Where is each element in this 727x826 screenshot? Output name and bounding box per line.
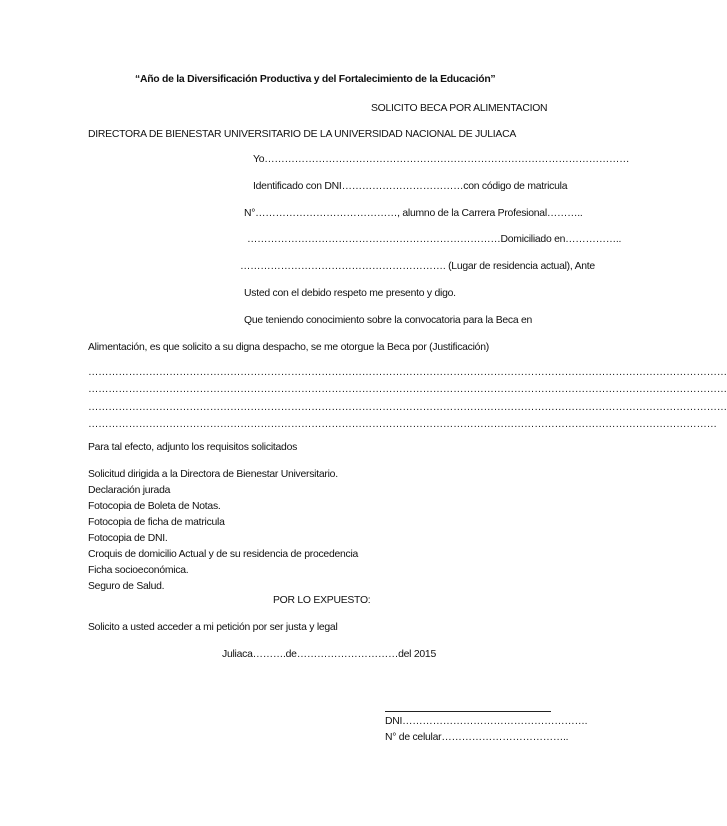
requirement-item: Fotocopia de DNI. <box>88 533 168 544</box>
requirement-item: Declaración jurada <box>88 485 171 496</box>
subject-line: SOLICITO BECA POR ALIMENTACION <box>371 103 548 114</box>
intro-line-name: Yo……………………………………………………………………………………………… <box>253 154 630 165</box>
blank-line-2: ……………………………………………………………………………………………………………………………………………………………………… <box>88 384 727 395</box>
requirement-item: Ficha socioeconómica. <box>88 565 189 576</box>
blank-line-1: ……………………………………………………………………………………………………………………………………………………………………… <box>88 367 727 378</box>
requirements-intro: Para tal efecto, adjunto los requisitos solicitados <box>88 442 298 453</box>
addressee: DIRECTORA DE BIENESTAR UNIVERSITARIO DE LA UNIVERSIDAD NACIONAL DE JULIACA <box>88 129 517 140</box>
date-line: Juliaca……….de…………………………del 2015 <box>222 649 436 660</box>
intro-line-respect: Usted con el debido respeto me presento y digo. <box>244 288 456 299</box>
signature-dni: DNI………………………………………………. <box>385 716 588 727</box>
intro-line-dni: Identificado con DNI………………………………con código de matricula <box>253 181 568 192</box>
document-title: “Año de la Diversificación Productiva y del Fortalecimiento de la Educación” <box>135 74 496 85</box>
requirement-item: Croquis de domicilio Actual y de su residencia de procedencia <box>88 549 359 560</box>
signature-line <box>385 711 551 712</box>
requirement-item: Seguro de Salud. <box>88 581 165 592</box>
intro-line-convocatoria: Que teniendo conocimiento sobre la convocatoria para la Beca en <box>244 315 533 326</box>
intro-line-career: N°……………………………………, alumno de la Carrera Profesional……….. <box>244 208 583 219</box>
requirement-item: Fotocopia de Boleta de Notas. <box>88 501 221 512</box>
intro-line-residence: ……………………………………………………. (Lugar de residencia actual), Ante <box>240 261 595 272</box>
por-lo-expuesto: POR LO EXPUESTO: <box>273 595 371 606</box>
justification-line: Alimentación, es que solicito a su digna despacho, se me otorgue la Beca por (Justificación) <box>88 342 489 353</box>
requirement-item: Solicitud dirigida a la Directora de Bienestar Universitario. <box>88 469 338 480</box>
requirement-item: Fotocopia de ficha de matricula <box>88 517 225 528</box>
signature-phone: N° de celular……………………………….. <box>385 732 569 743</box>
intro-line-domicile: …………………………………………………………………Domiciliado en…………….. <box>247 234 622 245</box>
blank-line-3: ……………………………………………………………………………………………………………………………………………………………………… <box>88 402 727 413</box>
blank-line-4: …………………………………………………………………………………………………………………………………………………………………… <box>88 419 717 430</box>
request-line: Solicito a usted acceder a mi petición por ser justa y legal <box>88 622 338 633</box>
